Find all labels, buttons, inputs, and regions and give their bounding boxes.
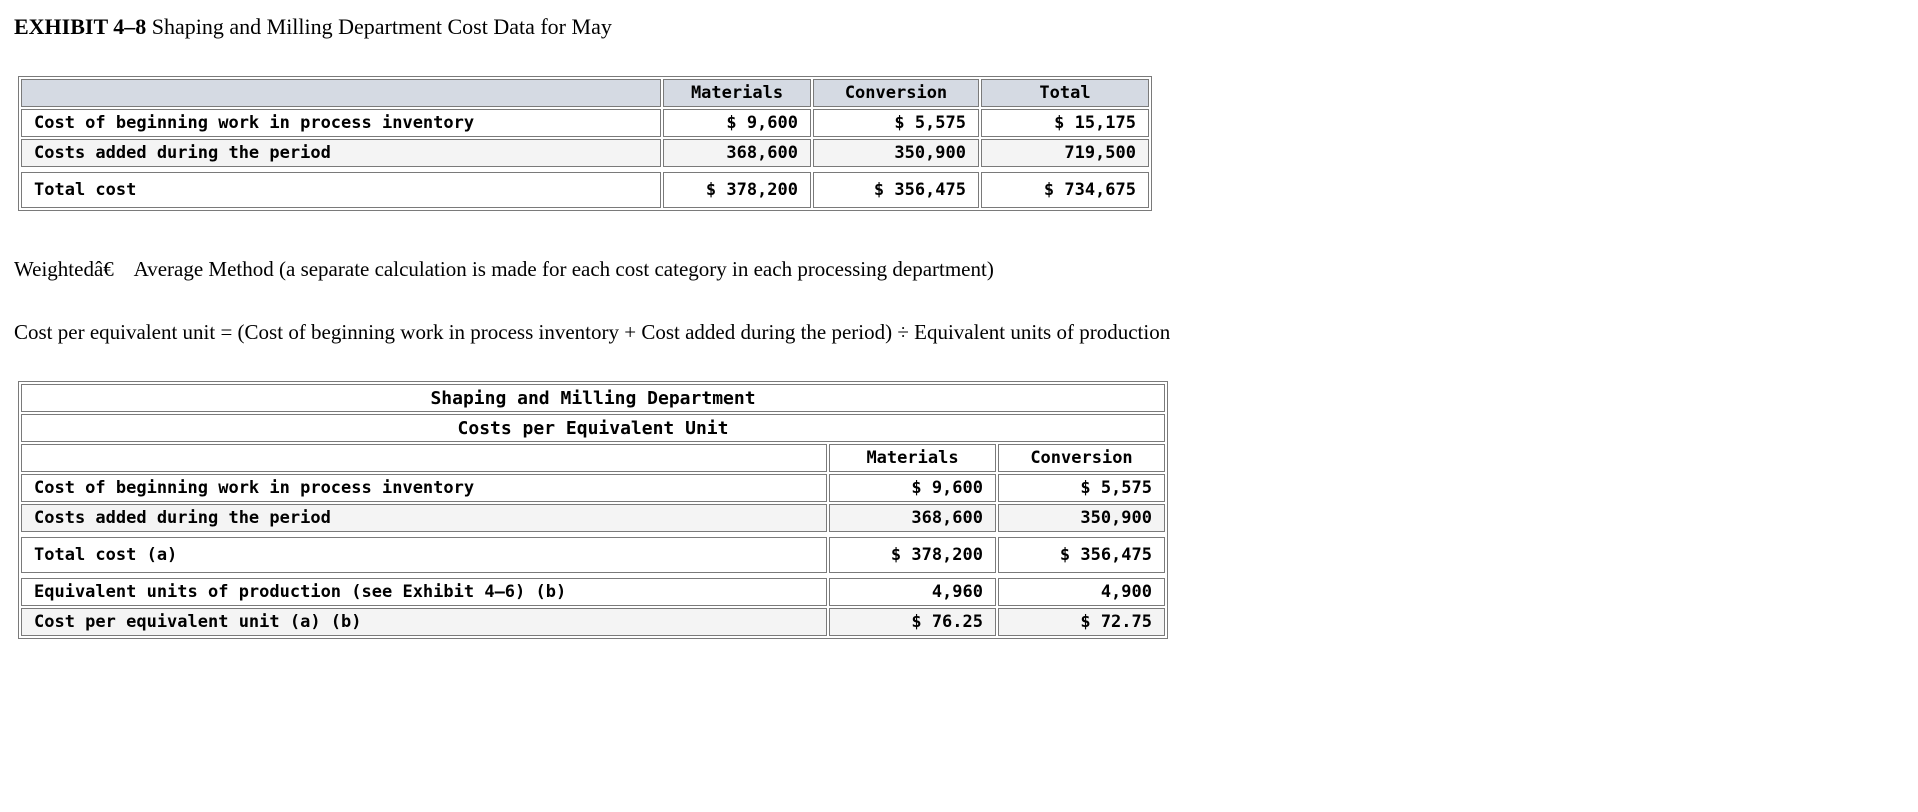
row-label: Total cost: [21, 172, 661, 208]
table-row-total: [21, 537, 1165, 573]
row-label: Cost of beginning work in process inventory: [21, 474, 827, 502]
row-label: Cost of beginning work in process inventory: [21, 109, 661, 137]
conversion-value: 4,900: [998, 578, 1165, 606]
conversion-value: $ 5,575: [998, 474, 1165, 502]
conversion-value: $ 5,575: [813, 109, 979, 137]
weighted-average-note: Weightedâ€ Average Method (a separate calculation is made for each cost category in each processing department): [14, 257, 994, 281]
conversion-value: $ 356,475: [998, 537, 1165, 573]
materials-value: 4,960: [829, 578, 996, 606]
section-divider: [21, 534, 1165, 535]
col-header-materials: Materials: [829, 444, 996, 472]
col-header-total: Total: [981, 79, 1149, 107]
exhibit-caption: Shaping and Milling Department Cost Data for May: [146, 14, 612, 39]
cost-data-table: [18, 76, 1152, 211]
section-divider: [21, 575, 1165, 576]
table-row: [21, 578, 1165, 606]
conversion-value: 350,900: [998, 504, 1165, 532]
materials-value: $ 9,600: [829, 474, 996, 502]
table-row: [21, 504, 1165, 532]
table-row: [21, 139, 1149, 167]
materials-value: $ 378,200: [663, 172, 811, 208]
materials-value: $ 378,200: [829, 537, 996, 573]
costs-per-equivalent-unit-table: [18, 381, 1168, 639]
exhibit-number: EXHIBIT 4–8: [14, 14, 147, 39]
conversion-value: $ 72.75: [998, 608, 1165, 636]
table-title-costs-per-unit: Costs per Equivalent Unit: [21, 414, 1165, 442]
table-title-row: [21, 384, 1165, 412]
col-header-conversion: Conversion: [998, 444, 1165, 472]
page-title: [14, 14, 1918, 40]
materials-value: $ 9,600: [663, 109, 811, 137]
table-title-department: Shaping and Milling Department: [21, 384, 1165, 412]
equiv-table-header-row: [21, 444, 1165, 472]
total-value: $ 15,175: [981, 109, 1149, 137]
cost-per-equivalent-unit-formula: Cost per equivalent unit = (Cost of beginning work in process inventory + Cost added during the period) ÷ Equivalent units of production: [14, 320, 1171, 344]
conversion-value: $ 356,475: [813, 172, 979, 208]
table-row: [21, 109, 1149, 137]
conversion-value: 350,900: [813, 139, 979, 167]
materials-value: 368,600: [829, 504, 996, 532]
total-value: $ 734,675: [981, 172, 1149, 208]
row-label: Costs added during the period: [21, 139, 661, 167]
row-label: Costs added during the period: [21, 504, 827, 532]
empty-header-cell: [21, 444, 827, 472]
col-header-materials: Materials: [663, 79, 811, 107]
row-label: Equivalent units of production (see Exhibit 4–6) (b): [21, 578, 827, 606]
row-label: Cost per equivalent unit (a) (b): [21, 608, 827, 636]
materials-value: 368,600: [663, 139, 811, 167]
col-header-conversion: Conversion: [813, 79, 979, 107]
row-label: Total cost (a): [21, 537, 827, 573]
table-row-total: [21, 172, 1149, 208]
cost-table-header-row: [21, 79, 1149, 107]
table-row: [21, 608, 1165, 636]
section-divider: [21, 169, 1149, 170]
table-row: [21, 474, 1165, 502]
table-subtitle-row: [21, 414, 1165, 442]
empty-header-cell: [21, 79, 661, 107]
materials-value: $ 76.25: [829, 608, 996, 636]
total-value: 719,500: [981, 139, 1149, 167]
